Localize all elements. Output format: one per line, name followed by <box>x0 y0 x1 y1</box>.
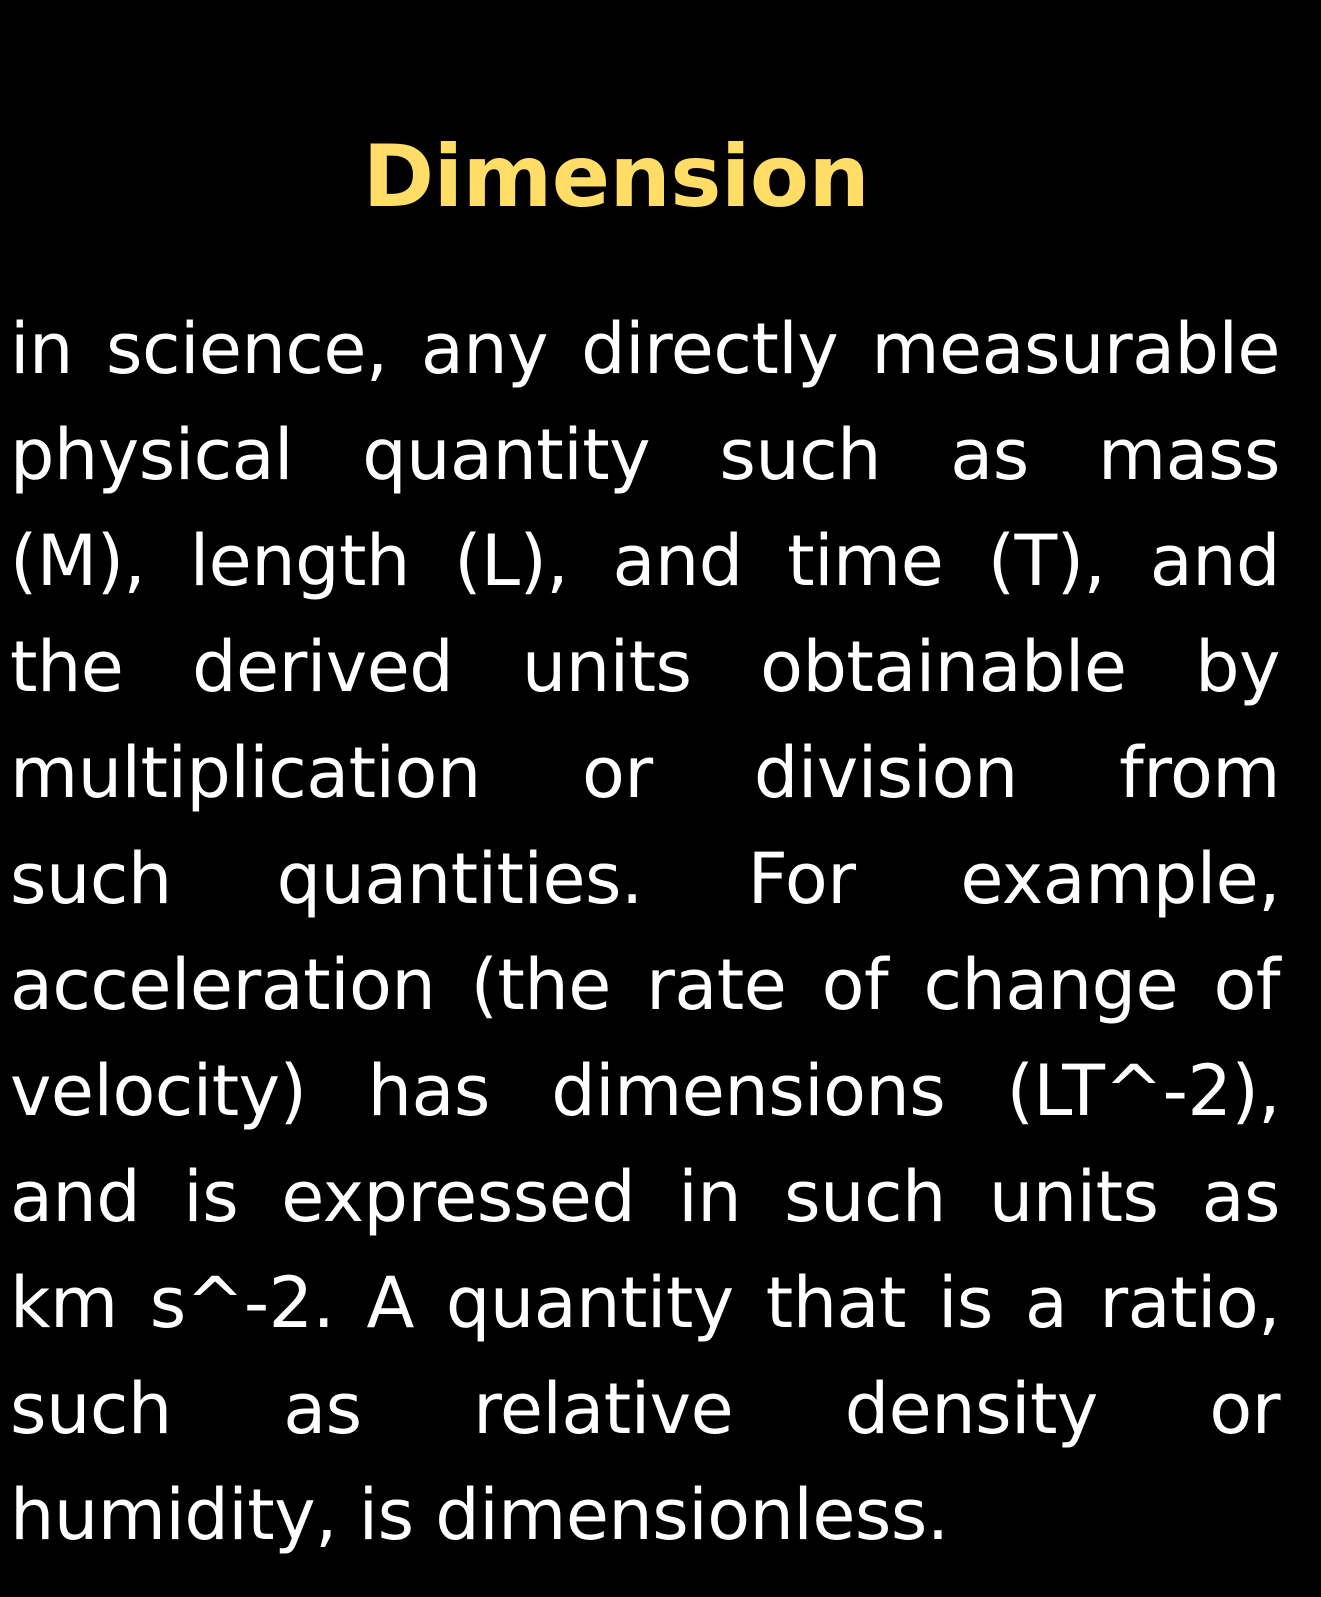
word: time <box>787 520 944 602</box>
word: (T), <box>987 520 1106 602</box>
word: density <box>844 1368 1098 1450</box>
word: (M), <box>10 520 146 602</box>
word: units <box>521 626 692 708</box>
word: and <box>1149 520 1280 602</box>
word: division <box>753 732 1018 814</box>
word: multiplication <box>10 732 481 814</box>
word: length <box>189 520 410 602</box>
text-line <box>10 402 1280 508</box>
word: such <box>719 414 882 496</box>
word: s^-2. <box>149 1262 335 1344</box>
word: relative <box>473 1368 734 1450</box>
text-line <box>10 614 1280 720</box>
word: as <box>1201 1156 1280 1238</box>
word: units <box>988 1156 1159 1238</box>
word: example, <box>960 838 1280 920</box>
word: is <box>937 1262 993 1344</box>
page-title: Dimension <box>362 126 870 227</box>
word: a <box>1024 1262 1068 1344</box>
word: in <box>10 308 73 390</box>
word: For <box>747 838 856 920</box>
word: by <box>1195 626 1280 708</box>
word: humidity, is dimensionless. <box>10 1474 949 1556</box>
word: directly <box>581 308 839 390</box>
text-line <box>10 1356 1280 1462</box>
word: expressed <box>281 1156 636 1238</box>
text-line <box>10 720 1280 826</box>
word: science, <box>106 308 388 390</box>
text-line <box>10 1250 1280 1356</box>
word: quantities. <box>276 838 643 920</box>
word: change <box>923 944 1179 1026</box>
word: such <box>10 1368 172 1450</box>
word: the <box>10 626 124 708</box>
word: that <box>765 1262 906 1344</box>
word: from <box>1119 732 1280 814</box>
word: (the <box>470 944 611 1026</box>
word: as <box>283 1368 362 1450</box>
cropped-heading-decoration <box>0 0 1321 30</box>
word: in <box>678 1156 742 1238</box>
word: rate <box>646 944 787 1026</box>
word: such <box>784 1156 946 1238</box>
text-line <box>10 296 1280 402</box>
word: of <box>821 944 889 1026</box>
word: derived <box>192 626 454 708</box>
word: quantity <box>362 414 651 496</box>
word: or <box>582 732 653 814</box>
word: any <box>420 308 548 390</box>
word: (LT^-2), <box>1006 1050 1280 1132</box>
word: obtainable <box>760 626 1127 708</box>
text-line <box>10 932 1280 1038</box>
word: has <box>367 1050 490 1132</box>
word: as <box>950 414 1029 496</box>
word: acceleration <box>10 944 436 1026</box>
word: dimensions <box>551 1050 946 1132</box>
definition-text <box>10 296 1280 1568</box>
word: or <box>1209 1368 1280 1450</box>
word: mass <box>1097 414 1280 496</box>
word: quantity <box>445 1262 734 1344</box>
text-line <box>10 1462 1280 1568</box>
text-line <box>10 1038 1280 1144</box>
word: is <box>183 1156 239 1238</box>
word: velocity) <box>10 1050 307 1132</box>
word: km <box>10 1262 118 1344</box>
word: and <box>612 520 743 602</box>
word: ratio, <box>1099 1262 1280 1344</box>
text-line <box>10 1144 1280 1250</box>
word: of <box>1213 944 1280 1026</box>
text-line <box>10 826 1280 932</box>
word: and <box>10 1156 141 1238</box>
word: measurable <box>871 308 1280 390</box>
word: (L), <box>454 520 569 602</box>
word: A <box>366 1262 414 1344</box>
word: physical <box>10 414 293 496</box>
word: such <box>10 838 172 920</box>
text-line <box>10 508 1280 614</box>
